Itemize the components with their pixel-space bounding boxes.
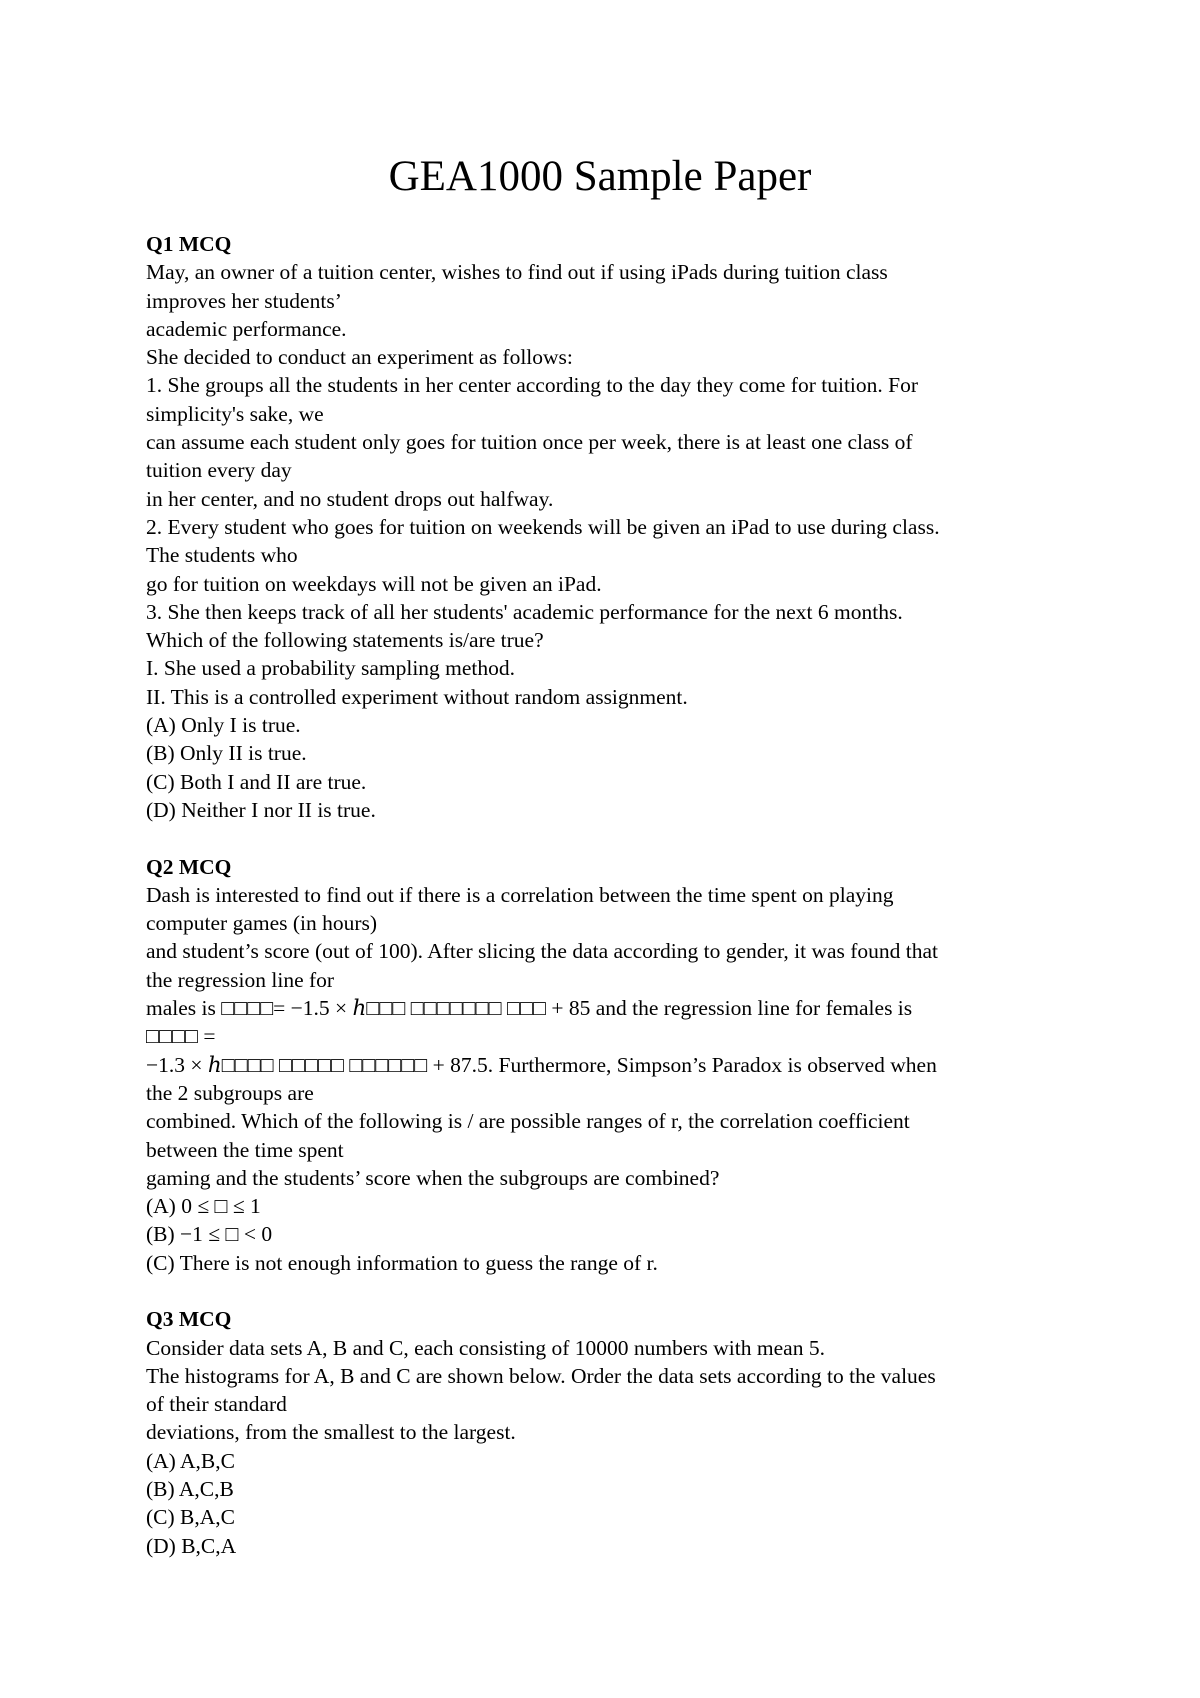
question-line: The students who <box>146 543 298 568</box>
question-line: the regression line for <box>146 967 335 992</box>
question-line: combined. Which of the following is / are possible ranges of r, the correlation coefficient <box>146 1109 910 1134</box>
question-line: 1. She groups all the students in her center according to the day they come for tuition. For <box>146 373 919 398</box>
question-line: and student’s score (out of 100). After slicing the data according to gender, it was found that <box>146 939 939 964</box>
question-line: She decided to conduct an experiment as follows: <box>146 345 573 370</box>
question-line: can assume each student only goes for tuition once per week, there is at least one class of <box>146 430 913 455</box>
answer-option: (A) A,B,C <box>146 1448 235 1473</box>
question-line: deviations, from the smallest to the largest. <box>146 1420 516 1445</box>
section-gap <box>146 824 1076 852</box>
answer-option: (C) There is not enough information to guess the range of r. <box>146 1250 658 1275</box>
question-line: academic performance. <box>146 316 347 341</box>
statement-line: I. She used a probability sampling method. <box>146 656 516 681</box>
question-line: between the time spent <box>146 1137 344 1162</box>
question-line: The histograms for A, B and C are shown below. Order the data sets according to the values <box>146 1363 936 1388</box>
question-heading: Q3 MCQ <box>146 1307 232 1332</box>
equation-line: □□□□ = <box>146 1024 216 1049</box>
answer-option: (A) Only I is true. <box>146 713 301 738</box>
equation-line: males is □□□□= −1.5 × ℎ□□□ □□□□□□□ □□□ + 85 and the regression line for females is <box>146 996 913 1021</box>
statement-line: II. This is a controlled experiment without random assignment. <box>146 684 688 709</box>
question-heading: Q1 MCQ <box>146 232 232 256</box>
document-content <box>146 230 1076 1560</box>
question-line: Dash is interested to find out if there is a correlation between the time spent on playing <box>146 882 894 907</box>
answer-option: (B) −1 ≤ □ < 0 <box>146 1222 273 1247</box>
question-line: 2. Every student who goes for tuition on weekends will be given an iPad to use during class. <box>146 514 940 539</box>
question-line: Which of the following statements is/are true? <box>146 628 544 653</box>
page-title: GEA1000 Sample Paper <box>388 153 812 200</box>
answer-option: (A) 0 ≤ □ ≤ 1 <box>146 1194 261 1219</box>
question-line: improves her students’ <box>146 288 342 313</box>
question-line: simplicity's sake, we <box>146 401 324 426</box>
question-line: go for tuition on weekdays will not be given an iPad. <box>146 571 602 596</box>
question-line: Consider data sets A, B and C, each consisting of 10000 numbers with mean 5. <box>146 1335 825 1360</box>
question-line: May, an owner of a tuition center, wishes to find out if using iPads during tuition class <box>146 260 888 285</box>
question-q3 <box>146 1305 1076 1560</box>
question-q1 <box>146 230 1076 824</box>
equation-line: −1.3 × ℎ□□□□ □□□□□ □□□□□□ + 87.5. Furthermore, Simpson’s Paradox is observed when <box>146 1052 937 1077</box>
answer-option: (C) B,A,C <box>146 1505 235 1530</box>
question-heading: Q2 MCQ <box>146 854 232 879</box>
question-line: the 2 subgroups are <box>146 1080 314 1105</box>
answer-option: (B) Only II is true. <box>146 741 307 766</box>
question-line: 3. She then keeps track of all her students' academic performance for the next 6 months. <box>146 599 903 624</box>
question-q2 <box>146 853 1076 1277</box>
question-line: in her center, and no student drops out halfway. <box>146 486 554 511</box>
answer-option: (B) A,C,B <box>146 1477 234 1502</box>
question-line: of their standard <box>146 1392 287 1417</box>
question-line: tuition every day <box>146 458 292 483</box>
question-line: gaming and the students’ score when the subgroups are combined? <box>146 1165 720 1190</box>
answer-option: (D) Neither I nor II is true. <box>146 797 376 822</box>
section-gap <box>146 1277 1076 1305</box>
answer-option: (C) Both I and II are true. <box>146 769 367 794</box>
question-line: computer games (in hours) <box>146 911 378 936</box>
answer-option: (D) B,C,A <box>146 1533 237 1558</box>
